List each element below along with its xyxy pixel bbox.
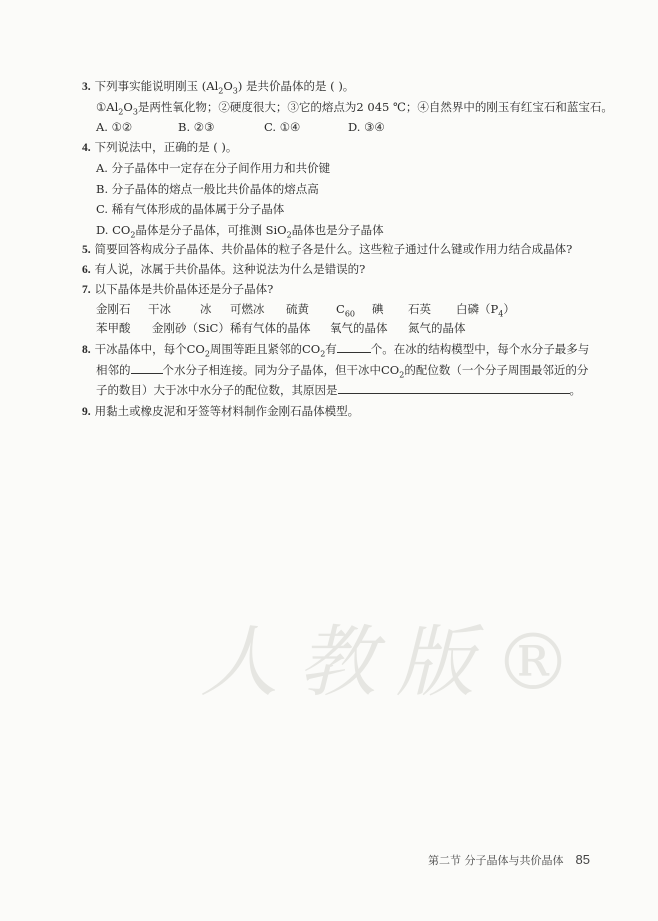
crystal-item: 金刚石 [96,302,131,316]
crystal-item: 苯甲酸 [96,321,131,335]
option-c: C. ①④ [264,120,301,134]
subscript: 60 [344,309,355,319]
answer-blank[interactable] [338,382,570,394]
text: 下列事实能说明刚玉 (Al [94,79,219,93]
option-d: D. ③④ [348,120,385,134]
option-a: A. ①② [96,120,133,134]
question-3-options [96,119,385,135]
question-3-stem [82,78,354,99]
text: 有 [325,342,337,356]
subscript: 4 [498,309,504,319]
publisher-watermark: 人教版® [200,618,593,708]
question-5 [82,241,572,258]
crystal-item: 氧气的晶体 [330,321,388,335]
text: O [223,79,233,93]
text: 。 [569,383,581,397]
question-3-facts [96,99,613,120]
answer-blank[interactable] [337,341,371,353]
question-number: 9. [82,406,91,418]
question-8-line-1 [82,341,589,362]
text: 相邻的 [96,363,131,377]
text: 个水分子相连接。同为分子晶体，但干冰中CO [162,363,400,377]
text: ） [503,302,515,316]
crystal-list-row-2 [96,320,466,336]
crystal-item: 硫黄 [286,302,309,316]
section-title: 第二节 分子晶体与共价晶体 [428,854,564,867]
text: 有人说，冰属于共价晶体。这种说法为什么是错误的? [94,262,366,276]
text: 个。在冰的结构模型中，每个水分子最多与 [370,342,590,356]
question-number: 4. [82,142,91,154]
answer-blank[interactable] [131,362,163,374]
text: 周围等距且紧邻的CO [209,342,321,356]
text: 下列说法中，正确的是 ( )。 [94,140,238,154]
page-footer [428,852,590,868]
crystal-item: 氮气的晶体 [408,321,466,335]
crystal-item: 碘 [372,302,384,316]
text: 干冰晶体中，每个CO [94,342,205,356]
subscript: 3 [232,86,238,96]
crystal-item: 可燃冰 [230,302,265,316]
question-6 [82,261,365,278]
subscript: 2 [130,230,136,240]
question-9 [82,403,359,420]
text: 晶体也是分子晶体 [291,223,384,237]
option-b: B. 分子晶体的熔点一般比共价晶体的熔点高 [96,182,319,196]
question-4-stem [82,139,237,156]
text: 以下晶体是共价晶体还是分子晶体? [94,282,274,296]
option-c: C. 稀有气体形成的晶体属于分子晶体 [96,202,285,216]
text: 的配位数（一个分子周围最邻近的分 [404,363,589,377]
subscript: 3 [132,107,138,117]
question-7 [82,281,273,298]
text: 晶体是分子晶体，可推测 SiO [135,223,287,237]
crystal-item: 干冰 [148,302,171,316]
subscript: 2 [286,230,292,240]
text: 用黏土或橡皮泥和牙签等材料制作金刚石晶体模型。 [94,404,360,418]
crystal-item: 稀有气体的晶体 [230,321,311,335]
crystal-item: 石英 [408,302,431,316]
subscript: 2 [118,107,124,117]
text: 简要回答构成分子晶体、共价晶体的粒子各是什么。这些粒子通过什么键或作用力结合成晶体? [94,242,573,256]
subscript: 2 [218,86,224,96]
question-8-line-2 [96,362,588,383]
question-number: 6. [82,264,91,276]
text: ) 是共价晶体的是 ( )。 [237,79,355,93]
option-b: B. ②③ [178,120,215,134]
text: 是两性氧化物；②硬度很大；③它的熔点为2 045 ℃；④自然界中的刚玉有红宝石和蓝宝石。 [137,100,613,114]
subscript: 2 [320,349,326,359]
page-number: 85 [575,852,590,867]
option-a: A. 分子晶体中一定存在分子间作用力和共价键 [96,161,331,175]
crystal-item: 金刚砂（SiC） [152,321,230,335]
question-8-line-3 [96,382,581,398]
text: 子的数目）大于冰中水分子的配位数，其原因是 [96,383,338,397]
question-number: 7. [82,284,91,296]
text: D. CO [96,223,131,237]
text: O [123,100,133,114]
subscript: 2 [204,349,210,359]
text: ①Al [96,100,119,114]
subscript: 2 [399,370,405,380]
question-number: 3. [82,81,91,93]
question-number: 5. [82,244,91,256]
text: 白磷（P [456,302,499,316]
text: C [336,302,345,316]
crystal-item: 冰 [200,302,212,316]
question-number: 8. [82,344,91,356]
